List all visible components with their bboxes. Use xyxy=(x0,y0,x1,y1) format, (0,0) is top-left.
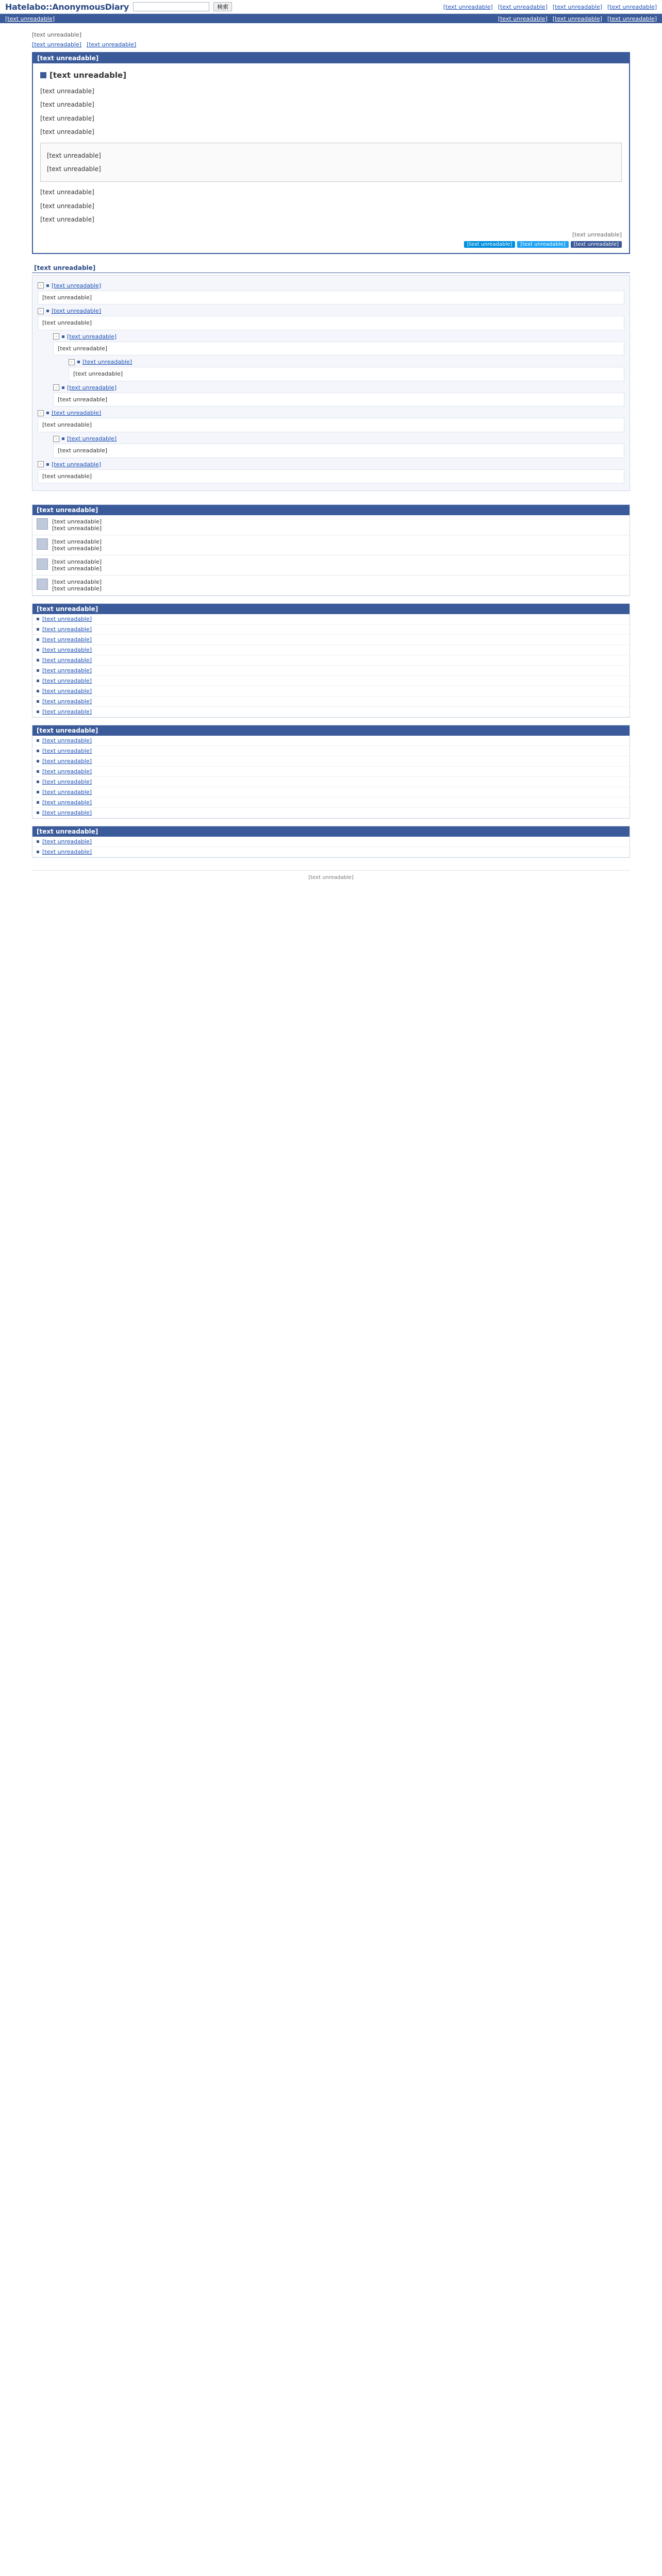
day-section xyxy=(32,52,630,254)
list-item-link[interactable]: [text unreadable] xyxy=(42,708,92,716)
top-link[interactable]: [text unreadable] xyxy=(443,3,493,10)
entry xyxy=(33,63,629,253)
bullet-icon xyxy=(37,618,39,620)
bookmark-row xyxy=(32,535,630,555)
bullet-icon xyxy=(37,739,39,742)
tree-node-body: [text unreadable] xyxy=(69,367,624,381)
tree-node-body: [text unreadable] xyxy=(38,291,624,305)
list-item-link[interactable]: [text unreadable] xyxy=(42,616,92,623)
bookmark-comment: [text unreadable] xyxy=(52,565,102,572)
subbar-link[interactable]: [text unreadable] xyxy=(5,15,55,22)
list-item xyxy=(32,787,630,798)
tree-node xyxy=(38,308,624,330)
tree-node-link[interactable]: [text unreadable] xyxy=(52,461,102,468)
entry-paragraph: [text unreadable] xyxy=(40,189,94,196)
pager xyxy=(32,41,630,48)
list-item xyxy=(32,808,630,818)
entry-list-heading: [text unreadable] xyxy=(32,604,630,614)
top-link[interactable]: [text unreadable] xyxy=(607,3,657,10)
tree-node-link[interactable]: [text unreadable] xyxy=(52,308,102,315)
list-item xyxy=(32,655,630,666)
bullet-icon xyxy=(62,335,64,338)
list-item-link[interactable]: [text unreadable] xyxy=(42,748,92,755)
list-item-link[interactable]: [text unreadable] xyxy=(42,667,92,674)
bullet-icon xyxy=(46,412,49,414)
bookmark-content xyxy=(52,538,102,552)
bookmark-content xyxy=(52,518,102,532)
tree-node-line xyxy=(38,282,624,289)
list-item-link[interactable]: [text unreadable] xyxy=(42,636,92,643)
search-button[interactable]: 検索 xyxy=(213,2,232,11)
bookmark-row xyxy=(32,575,630,596)
entry-title-text[interactable]: [text unreadable] xyxy=(49,71,127,80)
list-item xyxy=(32,756,630,767)
tree-node-line xyxy=(38,410,624,416)
reference-tree xyxy=(32,275,630,492)
top-links xyxy=(443,4,657,10)
bullet-icon xyxy=(46,310,49,312)
list-item-link[interactable]: [text unreadable] xyxy=(42,737,92,744)
subbar-link[interactable]: [text unreadable] xyxy=(498,15,548,22)
day-date: [text unreadable] xyxy=(33,53,629,63)
tree-node xyxy=(53,435,624,458)
bullet-icon xyxy=(37,638,39,641)
quote-line: [text unreadable] xyxy=(47,151,101,159)
tree-node-body: [text unreadable] xyxy=(53,342,624,356)
entry-list-heading: [text unreadable] xyxy=(32,826,630,837)
tree-node-body: [text unreadable] xyxy=(38,469,624,484)
bullet-icon xyxy=(37,750,39,752)
facebook-share-button[interactable]: [text unreadable] xyxy=(571,241,622,248)
tree-node-line xyxy=(53,384,624,391)
bullet-icon xyxy=(37,669,39,672)
bullet-icon xyxy=(62,437,64,440)
share-bar xyxy=(40,241,622,248)
pager-prev-link[interactable]: [text unreadable] xyxy=(32,41,82,48)
entry-mark-icon xyxy=(40,72,46,78)
list-item-link[interactable]: [text unreadable] xyxy=(42,677,92,685)
list-item xyxy=(32,686,630,697)
entry-title xyxy=(40,71,622,80)
tree-node-link[interactable]: [text unreadable] xyxy=(67,384,117,391)
entry-quote xyxy=(40,143,622,182)
bookmark-user[interactable]: [text unreadable] xyxy=(52,579,102,586)
entry-paragraph: [text unreadable] xyxy=(40,202,94,210)
avatar[interactable] xyxy=(37,579,48,590)
bullet-icon xyxy=(37,659,39,662)
list-item-link[interactable]: [text unreadable] xyxy=(42,838,92,845)
site-logo[interactable]: Hatelabo::AnonymousDiary xyxy=(5,2,129,12)
bullet-icon xyxy=(37,770,39,773)
tree-node-link[interactable]: [text unreadable] xyxy=(67,333,117,340)
tree-heading: [text unreadable] xyxy=(32,263,630,273)
collapse-toggle-icon[interactable]: - xyxy=(38,282,44,289)
quote-line: [text unreadable] xyxy=(47,165,101,173)
bookmark-comment: [text unreadable] xyxy=(52,585,102,592)
tree-node-link[interactable]: [text unreadable] xyxy=(67,435,117,443)
entry-paragraph: [text unreadable] xyxy=(40,101,94,109)
bullet-icon xyxy=(77,361,80,363)
tree-node-body: [text unreadable] xyxy=(38,418,624,432)
list-item-link[interactable]: [text unreadable] xyxy=(42,809,92,817)
bookmark-comments-heading: [text unreadable] xyxy=(32,505,630,515)
collapse-toggle-icon[interactable]: - xyxy=(53,436,59,442)
bookmark-user[interactable]: [text unreadable] xyxy=(52,518,102,526)
bullet-icon xyxy=(37,628,39,631)
entry-paragraph: [text unreadable] xyxy=(40,114,94,122)
entry-list-heading: [text unreadable] xyxy=(32,725,630,736)
bullet-icon xyxy=(46,463,49,466)
entry-list xyxy=(32,826,630,858)
bullet-icon xyxy=(37,801,39,804)
bullet-icon xyxy=(37,811,39,814)
subbar-link[interactable]: [text unreadable] xyxy=(607,15,657,22)
list-item-link[interactable]: [text unreadable] xyxy=(42,647,92,654)
tree-node xyxy=(53,333,624,356)
avatar[interactable] xyxy=(37,538,48,550)
hatena-bookmark-button[interactable]: [text unreadable] xyxy=(464,241,515,248)
list-item xyxy=(32,847,630,857)
bookmark-content xyxy=(52,558,102,572)
bullet-icon xyxy=(37,791,39,793)
tree-node xyxy=(38,410,624,432)
list-item xyxy=(32,614,630,624)
bookmark-content xyxy=(52,579,102,592)
tree-node-link[interactable]: [text unreadable] xyxy=(52,282,102,289)
bookmark-user[interactable]: [text unreadable] xyxy=(52,538,102,546)
list-item-link[interactable]: [text unreadable] xyxy=(42,849,92,856)
tree-node-body: [text unreadable] xyxy=(53,444,624,458)
subbar-right xyxy=(498,15,657,22)
list-item xyxy=(32,837,630,847)
bullet-icon xyxy=(37,700,39,703)
list-item xyxy=(32,746,630,756)
top-link[interactable]: [text unreadable] xyxy=(498,3,548,10)
tree-node-line xyxy=(53,333,624,340)
list-item-link[interactable]: [text unreadable] xyxy=(42,688,92,695)
list-item-link[interactable]: [text unreadable] xyxy=(42,698,92,705)
bullet-icon xyxy=(37,851,39,853)
bookmark-comments xyxy=(32,504,630,596)
entry-list xyxy=(32,603,630,718)
entry-paragraph: [text unreadable] xyxy=(40,216,94,224)
list-item xyxy=(32,798,630,808)
list-item xyxy=(32,736,630,746)
sub-bar xyxy=(0,14,662,23)
entry-paragraph: [text unreadable] xyxy=(40,88,94,95)
page-footer: [text unreadable] xyxy=(32,870,630,880)
bullet-icon xyxy=(37,690,39,692)
tree-node-line xyxy=(69,359,624,365)
avatar[interactable] xyxy=(37,518,48,530)
entry-list xyxy=(32,725,630,819)
collapse-toggle-icon[interactable]: - xyxy=(38,410,44,416)
entry-footer: [text unreadable] xyxy=(572,231,622,238)
twitter-share-button[interactable]: [text unreadable] xyxy=(517,241,568,248)
list-item xyxy=(32,767,630,777)
tree-node xyxy=(53,384,624,407)
list-item xyxy=(32,635,630,645)
bullet-icon xyxy=(46,284,49,287)
list-item xyxy=(32,676,630,686)
tree-node-body: [text unreadable] xyxy=(38,316,624,330)
tree-node-link[interactable]: [text unreadable] xyxy=(52,410,102,417)
tree-node-line xyxy=(53,435,624,442)
top-link[interactable]: [text unreadable] xyxy=(552,3,602,10)
bookmark-user[interactable]: [text unreadable] xyxy=(52,558,102,566)
bullet-icon xyxy=(37,680,39,682)
list-item-link[interactable]: [text unreadable] xyxy=(42,778,92,786)
list-item-link[interactable]: [text unreadable] xyxy=(42,758,92,765)
avatar[interactable] xyxy=(37,558,48,570)
breadcrumb: [text unreadable] xyxy=(32,31,82,38)
main-content xyxy=(32,23,630,880)
list-item-link[interactable]: [text unreadable] xyxy=(42,789,92,796)
list-item xyxy=(32,697,630,707)
bullet-icon xyxy=(37,840,39,843)
bookmark-row xyxy=(32,515,630,535)
list-item-link[interactable]: [text unreadable] xyxy=(42,768,92,775)
collapse-toggle-icon[interactable]: - xyxy=(38,461,44,467)
entry-paragraph: [text unreadable] xyxy=(40,128,94,136)
search-input[interactable] xyxy=(133,2,209,11)
bullet-icon xyxy=(37,649,39,651)
collapse-toggle-icon[interactable]: - xyxy=(38,308,44,314)
list-item-link[interactable]: [text unreadable] xyxy=(42,626,92,633)
bookmark-comment: [text unreadable] xyxy=(52,525,102,532)
list-item xyxy=(32,624,630,635)
tree-node xyxy=(69,359,624,381)
list-item-link[interactable]: [text unreadable] xyxy=(42,799,92,806)
bookmark-comment: [text unreadable] xyxy=(52,545,102,552)
tree-node-line xyxy=(38,461,624,468)
collapse-toggle-icon[interactable]: - xyxy=(53,384,59,391)
tree-node xyxy=(38,461,624,484)
bookmark-row xyxy=(32,555,630,575)
tree-node-body: [text unreadable] xyxy=(53,393,624,407)
collapse-toggle-icon[interactable]: - xyxy=(53,333,59,340)
list-item xyxy=(32,645,630,655)
list-item xyxy=(32,777,630,787)
bullet-icon xyxy=(37,710,39,713)
subbar-link[interactable]: [text unreadable] xyxy=(552,15,602,22)
collapse-toggle-icon[interactable]: - xyxy=(69,359,75,365)
bullet-icon xyxy=(37,781,39,783)
pager-next-link[interactable]: [text unreadable] xyxy=(87,41,137,48)
top-bar xyxy=(0,0,662,14)
list-item-link[interactable]: [text unreadable] xyxy=(42,657,92,664)
list-item xyxy=(32,666,630,676)
list-item xyxy=(32,707,630,717)
tree-node-line xyxy=(38,308,624,314)
tree-node xyxy=(38,282,624,305)
bullet-icon xyxy=(62,386,64,389)
tree-node-link[interactable]: [text unreadable] xyxy=(82,359,133,366)
bullet-icon xyxy=(37,760,39,762)
